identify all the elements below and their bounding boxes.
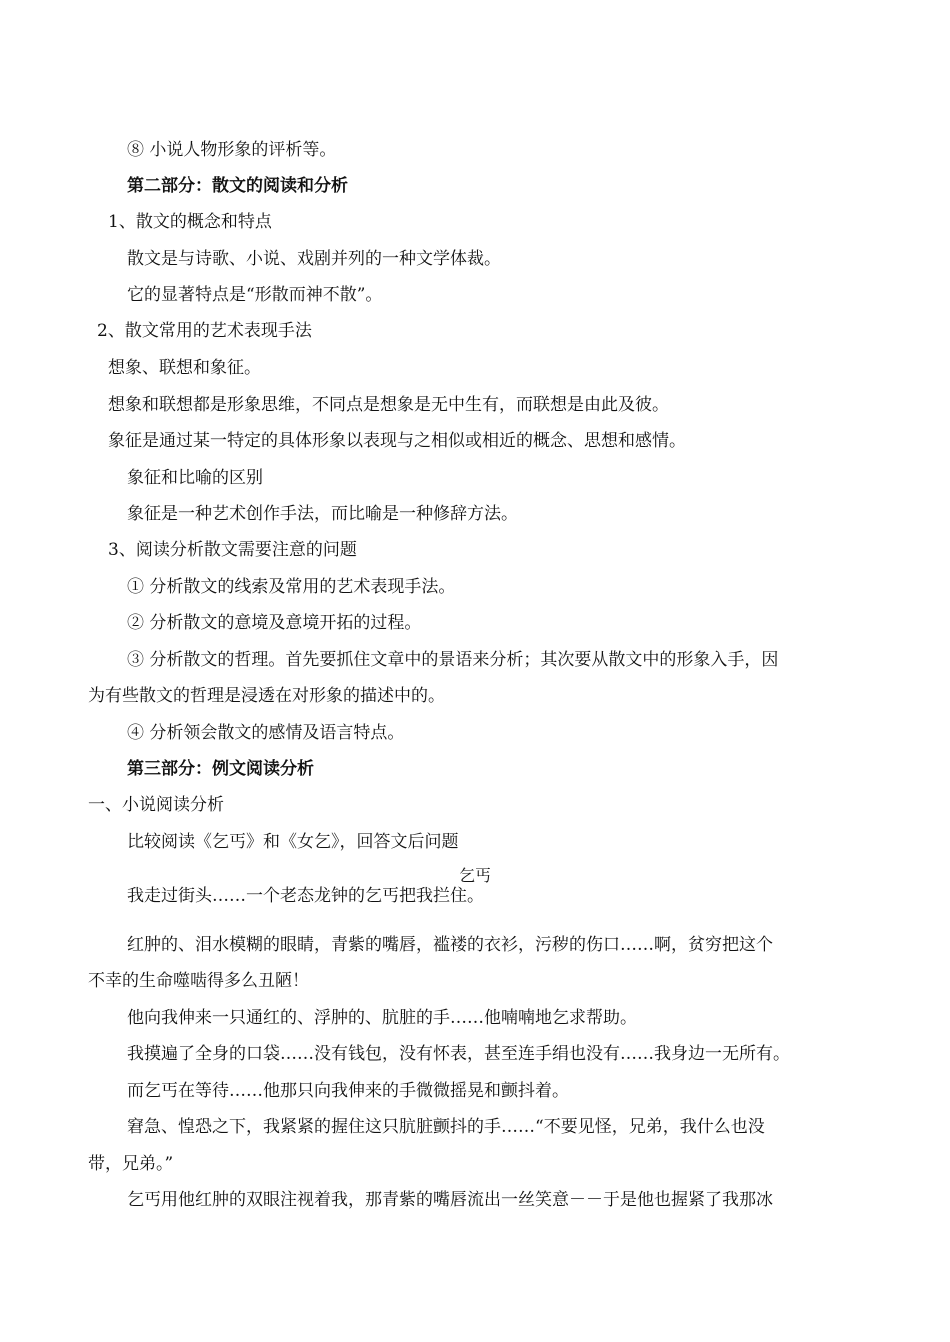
paragraph: 比较阅读《乞丐》和《女乞》，回答文后问题: [127, 832, 459, 852]
paragraph: 象征是通过某一特定的具体形象以表现与之相似或相近的概念、思想和感情。: [108, 431, 686, 451]
paragraph: 红肿的、泪水模糊的眼睛，青紫的嘴唇，褴褛的衣衫，污秽的伤口……啊，贫穷把这个: [127, 935, 773, 955]
paragraph: 它的显著特点是“形散而神不散”。: [127, 285, 383, 305]
paragraph: 象征是一种艺术创作手法，而比喻是一种修辞方法。: [127, 504, 518, 524]
paragraph: 而乞丐在等待……他那只向我伸来的手微微摇晃和颤抖着。: [127, 1081, 569, 1101]
paragraph: 窘急、惶恐之下，我紧紧的握住这只肮脏颤抖的手……“不要见怪，兄弟，我什么也没: [127, 1117, 765, 1137]
section-heading-part-two: 第二部分：散文的阅读和分析: [127, 176, 348, 196]
paragraph-continued: 带，兄弟。”: [88, 1154, 174, 1174]
list-item-3-continued: 为有些散文的哲理是浸透在对形象的描述中的。: [88, 686, 445, 706]
paragraph: 象征和比喻的区别: [127, 468, 263, 488]
subheading-3: 3、阅读分析散文需要注意的问题: [108, 540, 357, 560]
paragraph: 想象、联想和象征。: [108, 358, 261, 378]
list-item-3: ③ 分析散文的哲理。首先要抓住文章中的景语来分析；其次要从散文中的形象入手，因: [127, 650, 779, 670]
list-item-2: ② 分析散文的意境及意境开拓的过程。: [127, 613, 422, 633]
paragraph: 想象和联想都是形象思维，不同点是想象是无中生有，而联想是由此及彼。: [108, 395, 669, 415]
subheading-novel: 一、小说阅读分析: [88, 795, 224, 815]
subheading-1: 1、散文的概念和特点: [108, 212, 272, 232]
paragraph-continued: 不幸的生命噬啮得多么丑陋！: [88, 971, 309, 991]
paragraph: 他向我伸来一只通红的、浮肿的、肮脏的手……他喃喃地乞求帮助。: [127, 1008, 637, 1028]
paragraph: 我摸遍了全身的口袋……没有钱包，没有怀表，甚至连手绢也没有……我身边一无所有。: [127, 1044, 790, 1064]
story-title: 乞丐: [458, 866, 491, 885]
subheading-2: 2、散文常用的艺术表现手法: [97, 321, 312, 341]
paragraph: 散文是与诗歌、小说、戏剧并列的一种文学体裁。: [127, 249, 501, 269]
section-heading-part-three: 第三部分：例文阅读分析: [127, 759, 314, 779]
paragraph: 我走过街头……一个老态龙钟的乞丐把我拦住。: [127, 886, 484, 906]
list-item-1: ① 分析散文的线索及常用的艺术表现手法。: [127, 577, 456, 597]
list-item-8: ⑧ 小说人物形象的评析等。: [127, 140, 337, 160]
list-item-4: ④ 分析领会散文的感情及语言特点。: [127, 723, 405, 743]
paragraph: 乞丐用他红肿的双眼注视着我，那青紫的嘴唇流出一丝笑意－－于是他也握紧了我那冰: [127, 1190, 773, 1210]
